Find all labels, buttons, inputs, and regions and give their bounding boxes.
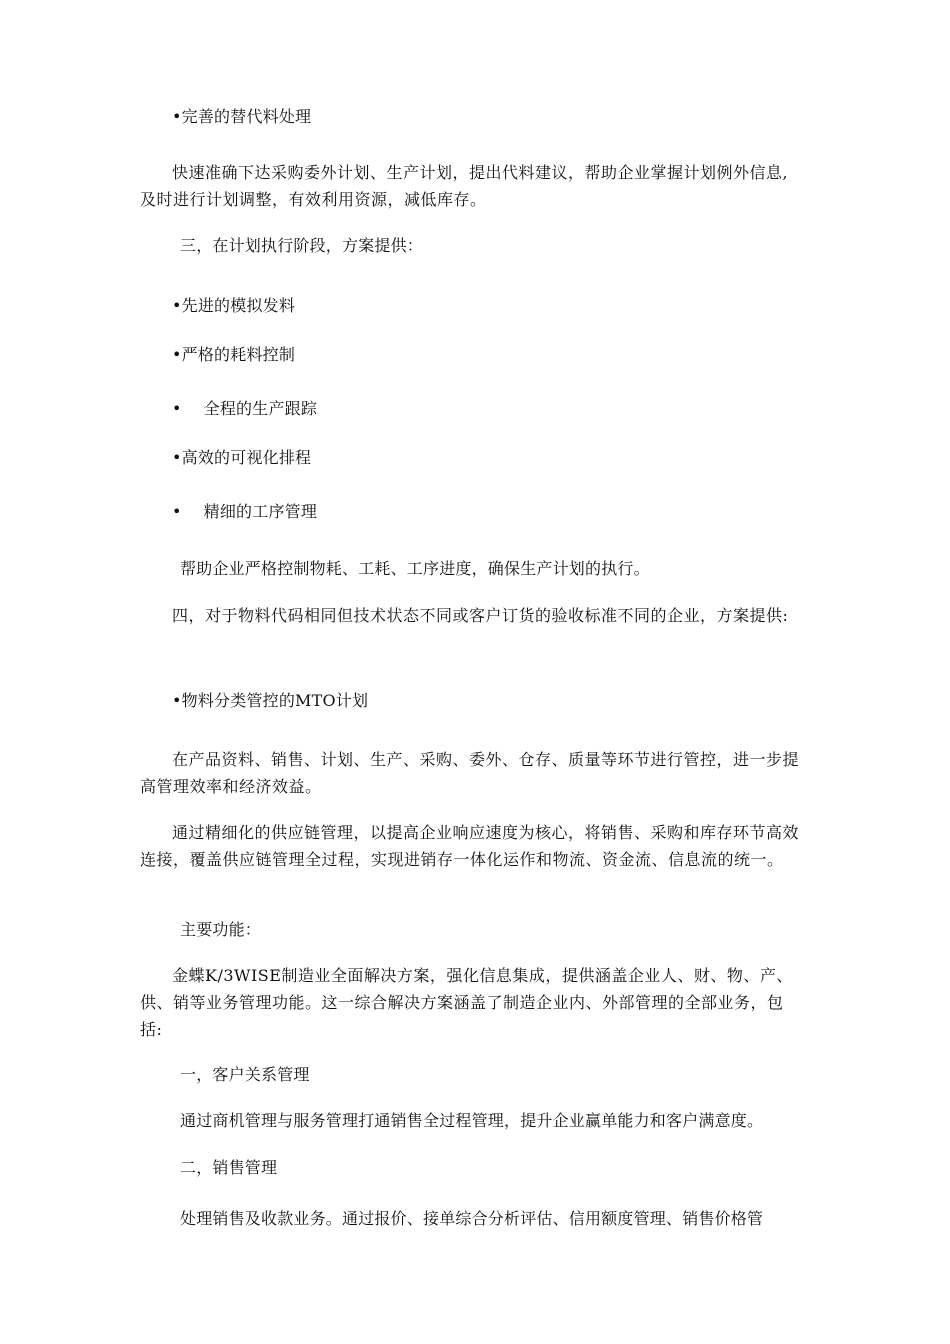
paragraph-supply-chain: 通过精细化的供应链管理，以提高企业响应速度为核心，将销售、采购和库存环节高效连接，覆盖供应链管理全过程，实现进销存一体化运作和物流、资金流、信息流的统一。 — [140, 823, 800, 869]
paragraph-k3wise-solution: 金蝶K/3WISE制造业全面解决方案，强化信息集成，提供涵盖企业人、财、物、产、供、销等业务管理功能。这一综合解决方案涵盖了制造企业内、外部管理的全部业务，包括: — [140, 966, 793, 1039]
bullet-dot: • — [172, 399, 182, 418]
heading-sales-management: 二，销售管理 — [180, 1158, 278, 1177]
bullet-text: 全程的生产跟踪 — [203, 399, 318, 418]
paragraph-plan-issuance: 快速准确下达采购委外计划、生产计划，提出代料建议，帮助企业掌握计划例外信息,及时进行计划调整，有效利用资源，减低库存。 — [140, 163, 789, 209]
paragraph-execution-control: 帮助企业严格控制物耗、工耗、工序进度，确保生产计划的执行。 — [180, 559, 650, 578]
heading-crm: 一，客户关系管理 — [180, 1065, 310, 1084]
bullet-production-tracking — [172, 399, 317, 419]
bullet-simulated-issue: •先进的模拟发料 — [172, 296, 296, 315]
paragraph-control-links: 在产品资料、销售、计划、生产、采购、委外、仓存、质量等环节进行管控，进一步提高管理效率和经济效益。 — [140, 750, 800, 796]
bullet-dot: • — [172, 502, 182, 521]
bullet-text: 精细的工序管理 — [203, 502, 318, 521]
heading-section-three: 三，在计划执行阶段，方案提供： — [180, 236, 424, 255]
bullet-consumption-control: •严格的耗料控制 — [172, 345, 296, 364]
heading-section-four: 四，对于物料代码相同但技术状态不同或客户订货的验收标准不同的企业，方案提供: — [172, 606, 789, 625]
bullet-visual-scheduling: •高效的可视化排程 — [172, 448, 312, 467]
bullet-process-management — [172, 502, 317, 522]
paragraph-crm: 通过商机管理与服务管理打通销售全过程管理，提升企业赢单能力和客户满意度。 — [180, 1111, 764, 1130]
paragraph-sales-management: 处理销售及收款业务。通过报价、接单综合分析评估、信用额度管理、销售价格管 — [180, 1209, 764, 1228]
heading-main-functions: 主要功能： — [180, 920, 262, 939]
bullet-substitute-material: •完善的替代料处理 — [172, 107, 312, 126]
bullet-mto-plan: •物料分类管控的MTO计划 — [172, 691, 369, 710]
